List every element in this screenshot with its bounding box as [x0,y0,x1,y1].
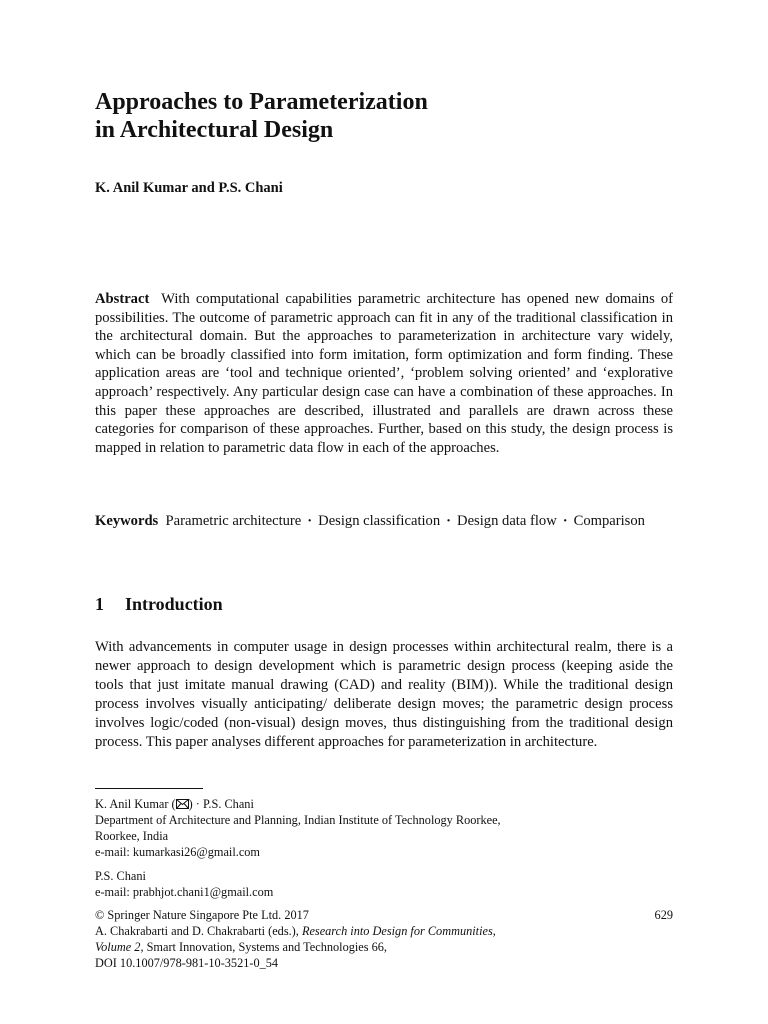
paper-title [95,88,673,144]
doi-line[interactable]: DOI 10.1007/978-981-10-3521-0_54 [95,956,279,970]
citation-volume: Volume 2 [95,940,141,954]
abstract-label: Abstract [95,291,150,307]
keyword-separator: · [307,513,313,529]
section-heading [95,594,223,615]
introduction-paragraph: With advancements in computer usage in design processes within architectural realm, there is a newer approach to design development which is parametric design process (keeping aside the tools that just imitate manual drawing (CAD) and reality (BIM)). While the traditional design process involves visually anticipating/ deliberate design moves; the parametric design process involves logic/coded (non-visual) design moves, thus distinguishing from the traditional design process. This paper analyses different approaches for parameterization in architecture. [95,639,673,750]
citation-line [95,923,673,939]
footnote-authors [95,796,673,812]
keywords [95,512,673,531]
copyright-block [95,907,673,971]
keywords-label: Keywords [95,513,159,529]
citation-line [95,939,673,955]
page-number: 629 [654,908,673,922]
paper-title-line-2: in Architectural Design [95,117,334,143]
citation-editors: A. Chakrabarti and D. Chakrabarti (eds.), [95,924,302,938]
footnote-rule [95,788,203,789]
abstract-text: With computational capabilities parametric architecture has opened new domains of possibilities. The outcome of parametric approach can fit in any of the traditional classification in the architectural domain. But the approaches to parameterization in architecture vary widely, which can be broadly classified into form imitation, form optimization and form finding. These application areas are ‘tool and technique oriented’, ‘problem solving oriented’ and ‘explorative approach’ respectively. Any particular design case can have a combination of these approaches. In this paper these approaches are described, illustrated and parallels are drawn across these categories for comparison of these approaches. Further, based on this study, the design process is mapped in relation to parametric data flow in each of the approaches. [95,291,673,456]
author-list: K. Anil Kumar and P.S. Chani [95,180,283,196]
abstract [95,290,673,457]
footnote-author-text: ) · P.S. Chani [188,797,254,811]
footnote-affiliation: Department of Architecture and Planning, Indian Institute of Technology Roorkee, [95,813,501,827]
envelope-icon[interactable] [176,797,189,807]
footnotes [95,796,673,900]
footnote-email[interactable]: e-mail: kumarkasi26@gmail.com [95,845,260,859]
keyword-item: Design classification [318,513,441,529]
keyword-separator: · [446,513,452,529]
keyword-item: Comparison [573,513,645,529]
keyword-item: Parametric architecture [165,513,302,529]
citation-book-title: Research into Design for Communities, [301,924,496,938]
footnote-author-text: K. Anil Kumar ( [95,797,176,811]
footnote-email[interactable]: e-mail: prabhjot.chani1@gmail.com [95,885,274,899]
citation-series: , Smart Innovation, Systems and Technologies 66, [140,940,387,954]
section-number: 1 [95,594,104,614]
footnote-author-2: P.S. Chani [95,869,146,883]
section-title: Introduction [125,594,223,614]
paper-title-line-1: Approaches to Parameterization [95,89,428,115]
keyword-item: Design data flow [457,513,557,529]
keyword-separator: · [562,513,568,529]
copyright-line: © Springer Nature Singapore Pte Ltd. 2017 [95,908,309,922]
footnote-affiliation: Roorkee, India [95,829,169,843]
